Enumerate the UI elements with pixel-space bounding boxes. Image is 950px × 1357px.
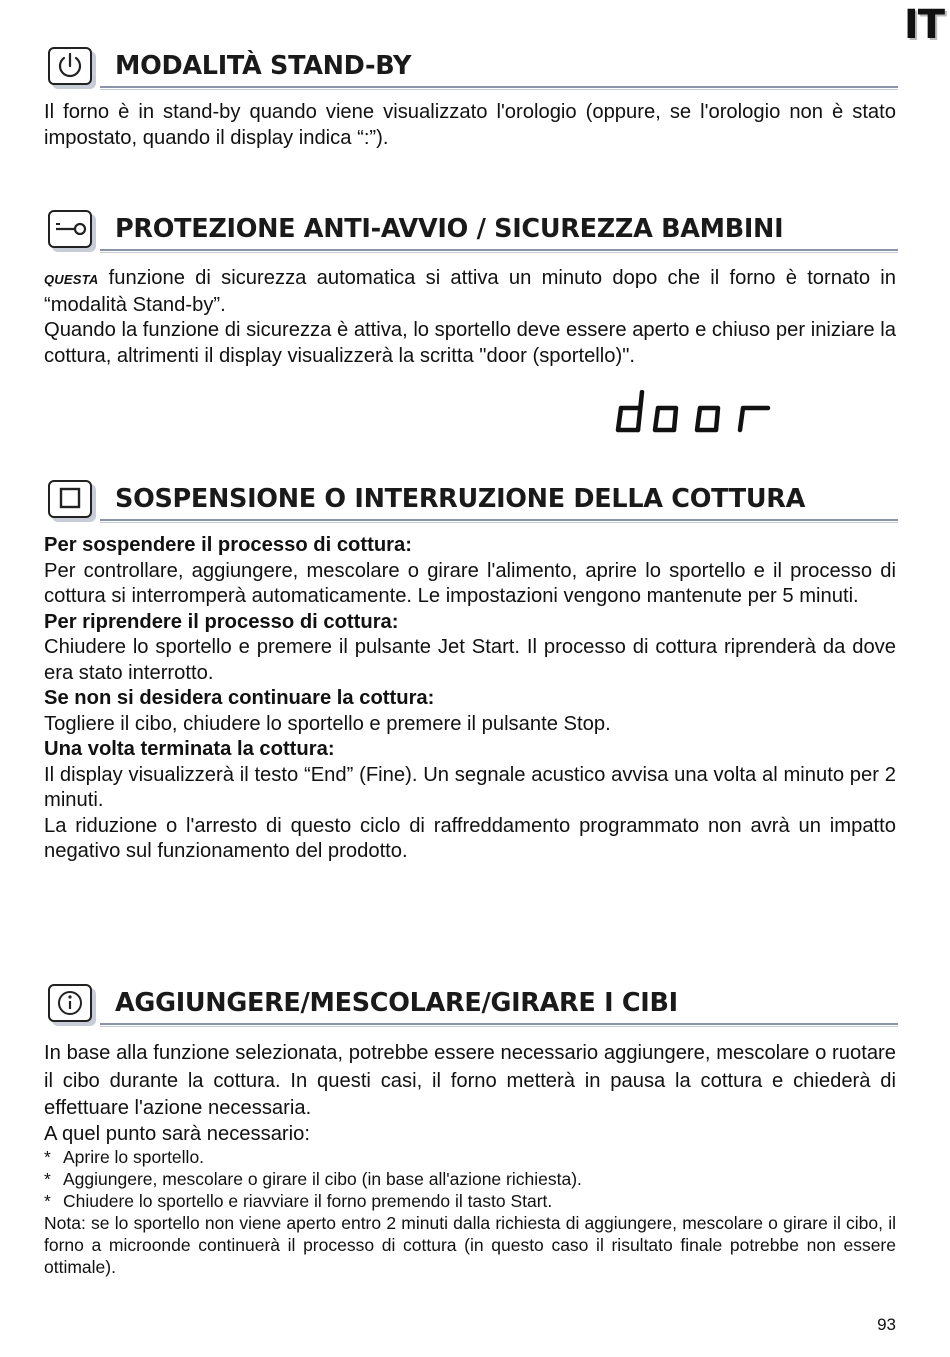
section-add-stir-header xyxy=(48,984,896,1030)
list-item xyxy=(44,1168,896,1190)
childlock-text-1: funzione di sicurezza automatica si attiva un minuto dopo che il forno è tornato in “modalità Stand-by”. xyxy=(44,267,896,316)
door-display-text: door xyxy=(612,390,615,391)
power-icon xyxy=(48,47,92,85)
section-rule xyxy=(100,86,898,90)
section-pause-header xyxy=(48,480,896,526)
pause-paragraph xyxy=(44,533,896,865)
list-item-text: Aprire lo sportello. xyxy=(63,1147,205,1167)
section-childlock-header xyxy=(48,210,896,256)
item-text: Chiudere lo sportello e premere il pulsante Jet Start. Il processo di cottura riprenderà da dove era stato interrotto. xyxy=(44,636,896,684)
list-marker: * xyxy=(44,1191,51,1211)
subheading: Una volta terminata la cottura: xyxy=(44,738,335,760)
closing-text: La riduzione o l'arresto di questo ciclo di raffreddamento programmato non avrà un impatto negativo sul funzionamento del prodotto. xyxy=(44,814,896,862)
door-display-graphic xyxy=(612,390,772,440)
key-lock-icon xyxy=(48,210,92,248)
page-number: 93 xyxy=(877,1315,896,1334)
section-rule xyxy=(100,519,898,523)
list-item xyxy=(44,1146,896,1168)
list-marker: * xyxy=(44,1169,51,1189)
action-list xyxy=(44,1146,896,1212)
list-marker: * xyxy=(44,1147,51,1167)
list-intro: A quel punto sarà necessario: xyxy=(44,1123,310,1145)
subheading: Per sospendere il processo di cottura: xyxy=(44,534,412,556)
item-text: Per controllare, aggiungere, mescolare o girare l'alimento, aprire lo sportello e il processo di cottura si interromperà automaticamente. Le impostazioni vengono mantenute per 5 minuti. xyxy=(44,559,896,607)
standby-paragraph: Il forno è in stand-by quando viene visualizzato l'orologio (oppure, se l'orologio non è stato impostato, quando il display indica “:”). xyxy=(44,101,896,149)
stop-square-icon xyxy=(48,480,92,518)
section-title: MODALITÀ STAND-BY xyxy=(115,51,412,81)
section-title: AGGIUNGERE/MESCOLARE/GIRARE I CIBI xyxy=(115,988,678,1018)
childlock-text-2: Quando la funzione di sicurezza è attiva, lo sportello deve essere aperto e chiuso per iniziare la cottura, altrimenti il display visualizzerà la scritta "door (sportello)". xyxy=(44,319,896,367)
item-text: Togliere il cibo, chiudere lo sportello e premere il pulsante Stop. xyxy=(44,712,611,735)
subheading: Se non si desidera continuare la cottura: xyxy=(44,687,435,709)
section-standby-header xyxy=(48,47,896,93)
info-icon xyxy=(48,984,92,1022)
section-title: SOSPENSIONE O INTERRUZIONE DELLA COTTURA xyxy=(115,484,806,514)
section-title: PROTEZIONE ANTI-AVVIO / SICUREZZA BAMBINI xyxy=(115,214,784,244)
list-item-text: Chiudere lo sportello e riavviare il forno premendo il tasto Start. xyxy=(63,1191,553,1211)
list-item xyxy=(44,1190,896,1212)
add-stir-paragraph: In base alla funzione selezionata, potrebbe essere necessario aggiungere, mescolare o ruotare il cibo durante la cottura. In questi casi, il forno metterà in pausa la cottura e chiederà di effettuare l'azione necessaria. xyxy=(44,1042,896,1119)
item-text: Il display visualizzerà il testo “End” (Fine). Un segnale acustico avvisa una volta al minuto per 2 minuti. xyxy=(44,763,896,811)
section-rule xyxy=(100,249,898,253)
lead-word: QUESTA xyxy=(44,272,99,287)
note-text: Nota: se lo sportello non viene aperto entro 2 minuti dalla richiesta di aggiungere, mescolare o girare il cibo, il forno a microonde continuerà il processo di cottura (in questo caso il risultato finale potrebbe non essere ottimale). xyxy=(44,1213,896,1277)
section-rule xyxy=(100,1023,898,1027)
subheading: Per riprendere il processo di cottura: xyxy=(44,610,399,633)
language-tag: IT xyxy=(903,2,944,48)
list-item-text: Aggiungere, mescolare o girare il cibo (in base all'azione richiesta). xyxy=(63,1169,582,1189)
childlock-paragraph xyxy=(44,266,896,369)
